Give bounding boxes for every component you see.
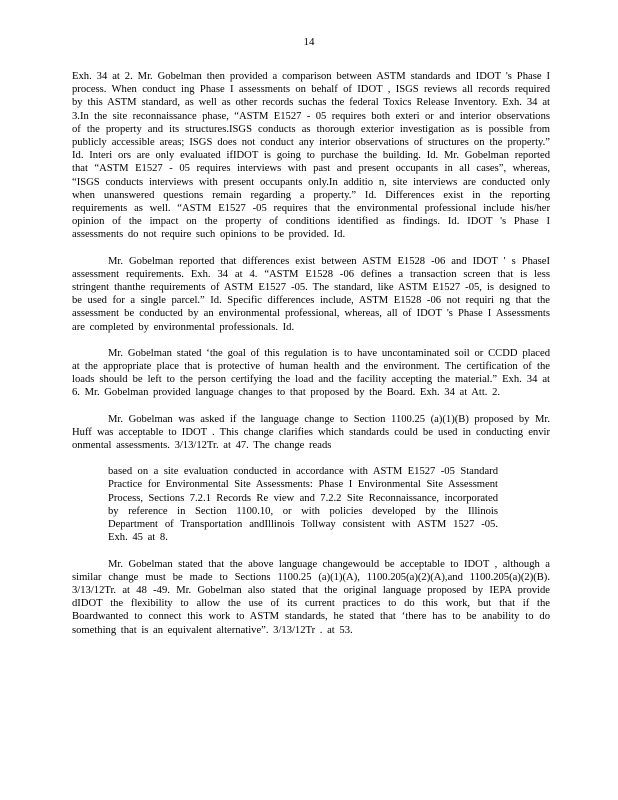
paragraph-1: Exh. 34 at 2. Mr. Gobelman then provided a comparison between ASTM standards and IDOT 's Phase I process. When conduct ing Phase I assessments on behalf of IDOT , ISGS reviews all records required by this ASTM standard, as well as other records suchas the federal Toxics Release Inventory. Exh. 34 at 3.In the site reconnaissance phase, “ASTM E1527 - 05 requires both exteri or and interior observations of the property and its structures.ISGS conducts as thorough exterior investigation as is possible from publicly accessible areas; ISGS does not conduct any interior observations of structures on the property.” Id. Interi ors are only evaluated ifIDOT is going to purchase the building. Id. Mr. Gobelman reported that “ASTM E1527 - 05 requires interviews with past and present occupants in all cases”, whereas, “ISGS conducts interviews with present occupants only.In additio n, site interviews are conducted only when unanswered questions remain regarding a property.” Id. Differences exist in the reporting requirements as well. “ASTM E1527 -05 requires that the environmental professional include his/her opinion of the impact on the property of conditions identified as findings. Id. IDOT 's Phase I assessments do not require such opinions to be provided. Id. [72, 71, 550, 241]
paragraph-3: Mr. Gobelman stated ‘the goal of this regulation is to have uncontaminated soil or CCDD placed at the appropriate place that is protective of human health and the environment. The certification of the loads should be left to the person certifying the load and the facility accepting the material.” Exh. 34 at 6. Mr. Gobelman provided language changes to that proposed by the Board. Exh. 34 at Att. 2. [72, 347, 550, 399]
body-text [72, 70, 550, 650]
paragraph-5: Mr. Gobelman stated that the above language changewould be acceptable to IDOT , although a similar change must be made to Sections 1100.25 (a)(1)(A), 1100.205(a)(2)(A),and 1100.205(a)(2)(B). 3/13/12Tr. at 48 -49. Mr. Gobelman also stated that the original language proposed by IEPA provide dIDOT the flexibility to allow the use of its current practices to do this work, but that if the Boardwanted to connect this work to ASTM standards, he stated that ‘there has to be anability to do something that is an equivalent alternative”. 3/13/12Tr . at 53. [72, 558, 550, 636]
block-quote: based on a site evaluation conducted in accordance with ASTM E1527 -05 Standard Practice for Environmental Site Assessments: Phase I Environmental Site Assessment Process, Sections 7.2.1 Records Re view and 7.2.2 Site Reconnaissance, incorporated by reference in Section 1100.10, or with policies developed by the Illinois Department of Transportation andIllinois Tollway consistent with ASTM 1527 -05. Exh. 45 at 8. [108, 466, 498, 544]
paragraph-4: Mr. Gobelman was asked if the language change to Section 1100.25 (a)(1)(B) proposed by Mr. Huff was acceptable to IDOT . This change clarifies which standards could be used in conducting envir onmental assessments. 3/13/12Tr. at 47. The change reads [72, 413, 550, 452]
paragraph-2: Mr. Gobelman reported that differences exist between ASTM E1528 -06 and IDOT ' s PhaseI assessment requirements. Exh. 34 at 4. “ASTM E1528 -06 defines a transaction screen that is less stringent thanthe requirements of ASTM E1527 -05. The standard, like ASTM E1527 -05, is designed to be used for a single parcel.” Id. Specific differences include, ASTM E1528 -06 not requiri ng that the assessment be conducted by an environmental professional, whereas, all of IDOT 's Phase I Assessments are completed by environmental professionals. Id. [72, 255, 550, 333]
page-number: 14 [303, 36, 315, 48]
